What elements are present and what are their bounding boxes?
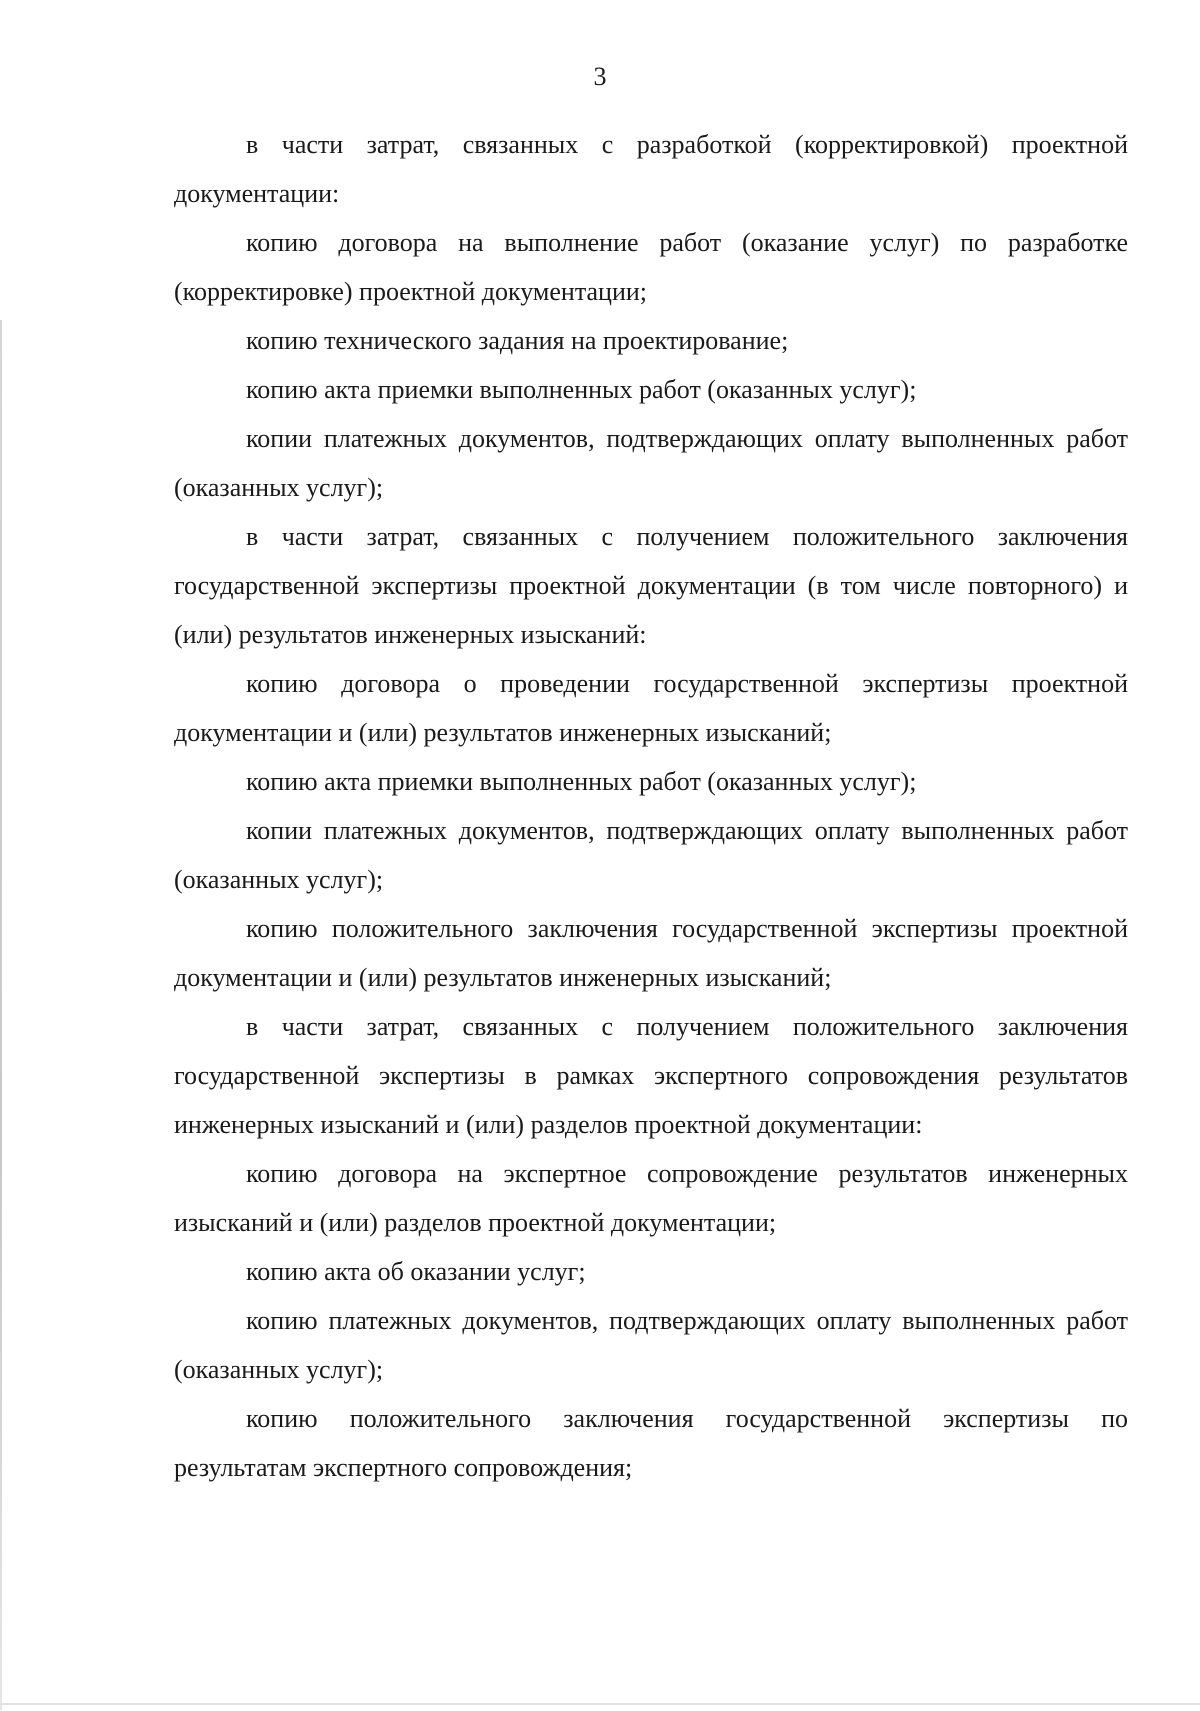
paragraph-positive-conclusion: копию положительного заключения государственной экспертизы проектной документации и (или) результатов инженерных изысканий; (174, 914, 1128, 992)
paragraph-payment-documents: копии платежных документов, подтверждающих оплату выполненных работ (оказанных услуг); (174, 816, 1128, 894)
paragraph-design-contract: копию договора на выполнение работ (оказание услуг) по разработке (корректировке) проектной документации; (174, 228, 1128, 306)
paragraph-acceptance-act: копию акта приемки выполненных работ (оказанных услуг); (246, 375, 917, 404)
paragraph-acceptance-act: копию акта приемки выполненных работ (оказанных услуг); (246, 767, 917, 796)
paragraph-technical-task: копию технического задания на проектирование; (246, 326, 789, 355)
scan-edge-bottom (0, 1703, 1200, 1705)
paragraph-expert-support-costs-heading: в части затрат, связанных с получением положительного заключения государственной экспертизы в рамках экспертного сопровождения результатов инженерных изысканий и (или) разделов проектной документации: (174, 1012, 1128, 1139)
paragraph-positive-conclusion-support: копию положительного заключения государственной экспертизы по результатам экспертного сопровождения; (174, 1404, 1128, 1482)
scan-edge-left (0, 320, 2, 1710)
paragraph-expert-support-contract: копию договора на экспертное сопровождение результатов инженерных изысканий и (или) разделов проектной документации; (174, 1159, 1128, 1237)
paragraph-expertise-contract: копию договора о проведении государственной экспертизы проектной документации и (или) результатов инженерных изысканий; (174, 669, 1128, 747)
page-number: 3 (593, 62, 607, 91)
paragraph-state-expertise-costs-heading: в части затрат, связанных с получением положительного заключения государственной экспертизы проектной документации (в том числе повторного) и (или) результатов инженерных изысканий: (174, 522, 1128, 649)
paragraph-service-act: копию акта об оказании услуг; (246, 1257, 586, 1286)
paragraph-payment-documents: копии платежных документов, подтверждающих оплату выполненных работ (оказанных услуг); (174, 424, 1128, 502)
document-body (174, 120, 1128, 1492)
paragraph-design-costs-heading: в части затрат, связанных с разработкой (корректировкой) проектной документации: (174, 130, 1128, 208)
paragraph-payment-documents: копию платежных документов, подтверждающих оплату выполненных работ (оказанных услуг); (174, 1306, 1128, 1384)
